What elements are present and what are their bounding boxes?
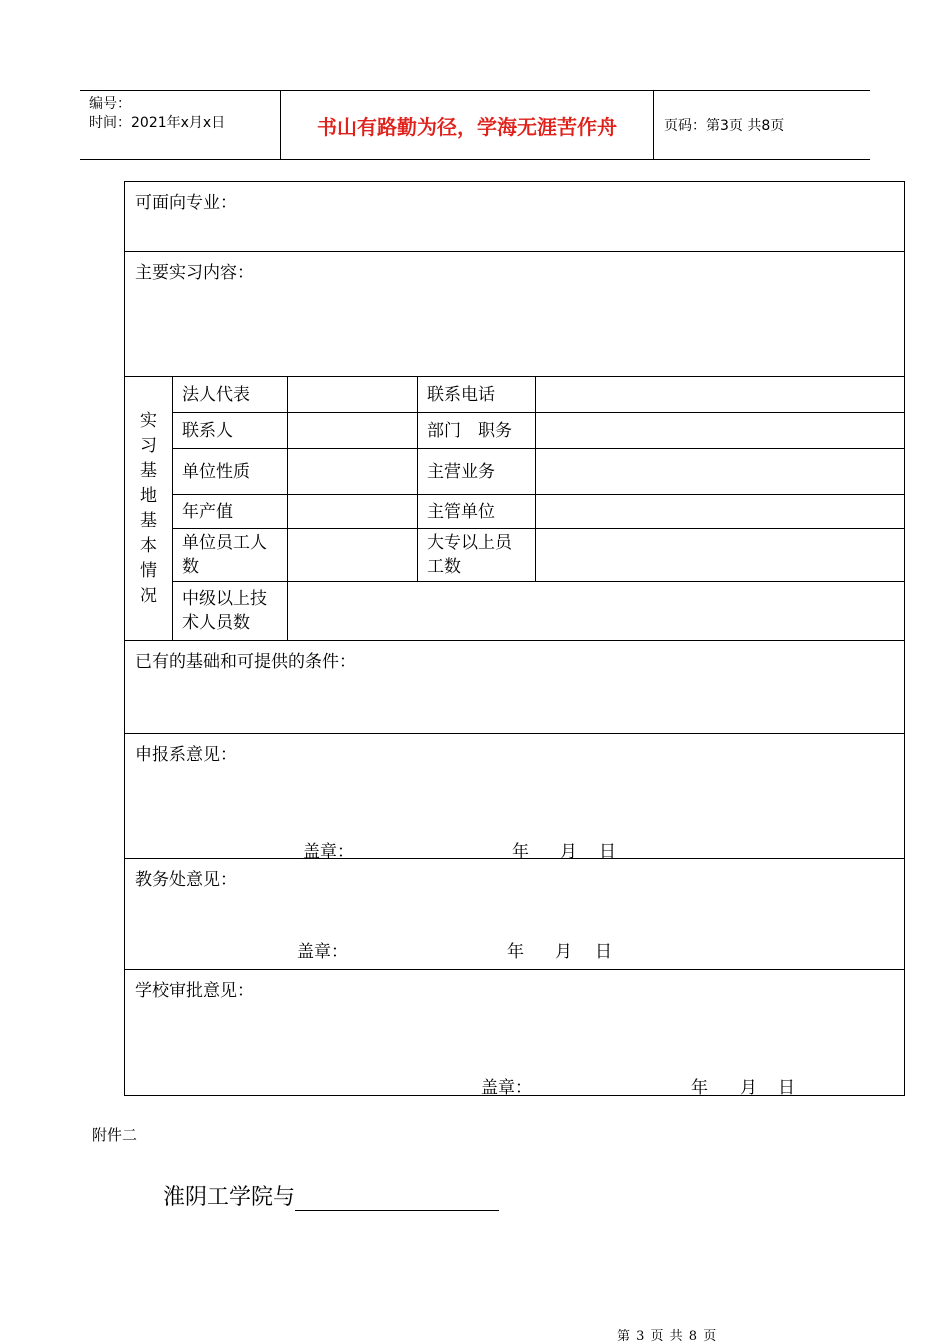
dept-month: 月 [560, 842, 577, 862]
staff-count-label: 单位员工人数 [173, 529, 288, 582]
supervisor-label: 主管单位 [418, 495, 536, 529]
table-row [125, 529, 905, 582]
dept-stamp-label: 盖章： [303, 842, 354, 862]
tech-staff-label: 中级以上技术人员数 [173, 582, 288, 641]
annual-output-label: 年产值 [173, 495, 288, 529]
school-year: 年 [691, 1078, 708, 1098]
legal-rep-label: 法人代表 [173, 377, 288, 413]
unit-nature-label: 单位性质 [173, 449, 288, 495]
serial-label: 编号： [89, 96, 131, 112]
phone-value[interactable] [536, 377, 905, 413]
affairs-stamp-label: 盖章： [297, 942, 348, 962]
table-row [125, 582, 905, 641]
internship-base-form [124, 181, 905, 1096]
contract-title [163, 1180, 499, 1211]
affairs-opinion-row [125, 859, 905, 970]
dept-opinion-label: 申报系意见： [135, 745, 237, 765]
supervisor-value[interactable] [536, 495, 905, 529]
main-business-value[interactable] [536, 449, 905, 495]
dept-opinion-field[interactable] [125, 734, 905, 862]
content-row [125, 252, 905, 377]
table-row [125, 495, 905, 529]
base-section-text: 实习基地基本情况 [140, 410, 157, 606]
base-section-label [125, 377, 173, 641]
school-opinion-field[interactable] [125, 970, 905, 1096]
affairs-day: 日 [595, 942, 612, 962]
dept-post-label: 部门 职务 [418, 413, 536, 449]
school-stamp-label: 盖章： [481, 1078, 532, 1098]
staff-count-value[interactable] [288, 529, 418, 582]
majors-label: 可面向专业： [135, 193, 237, 213]
annual-output-value[interactable] [288, 495, 418, 529]
content-label: 主要实习内容： [135, 263, 254, 283]
conditions-field[interactable] [125, 641, 905, 734]
contact-value[interactable] [288, 413, 418, 449]
header-page-info: 页码：第3页 共8页 [664, 118, 785, 134]
dept-year: 年 [512, 842, 529, 862]
content-field[interactable] [125, 252, 905, 377]
document-header [80, 90, 870, 160]
majors-row [125, 182, 905, 252]
dept-post-value[interactable] [536, 413, 905, 449]
affairs-year: 年 [507, 942, 524, 962]
contact-label: 联系人 [173, 413, 288, 449]
college-staff-label: 大专以上员工数 [418, 529, 536, 582]
majors-field[interactable] [125, 182, 905, 252]
unit-nature-value[interactable] [288, 449, 418, 495]
school-opinion-label: 学校审批意见： [135, 981, 254, 1001]
college-staff-value[interactable] [536, 529, 905, 582]
table-row [125, 377, 905, 413]
affairs-opinion-field[interactable] [125, 859, 905, 970]
school-day: 日 [778, 1078, 795, 1098]
contract-title-text: 淮阴工学院与 [163, 1185, 296, 1210]
conditions-label: 已有的基础和可提供的条件： [135, 652, 356, 672]
page-number: 第 3 页 共 8 页 [617, 1329, 718, 1344]
legal-rep-value[interactable] [288, 377, 418, 413]
header-meta [80, 91, 281, 159]
tech-staff-value[interactable] [288, 582, 905, 641]
school-opinion-row [125, 970, 905, 1096]
dept-opinion-row [125, 734, 905, 859]
table-row [125, 413, 905, 449]
dept-day: 日 [599, 842, 616, 862]
conditions-row [125, 641, 905, 734]
party-name-blank[interactable] [295, 1186, 499, 1211]
affairs-opinion-label: 教务处意见： [135, 870, 237, 890]
table-row [125, 449, 905, 495]
main-business-label: 主营业务 [418, 449, 536, 495]
header-motto: 书山有路勤为径，学海无涯苦作舟 [281, 91, 654, 159]
date-label: 时间：2021年x月x日 [89, 115, 226, 131]
affairs-month: 月 [555, 942, 572, 962]
phone-label: 联系电话 [418, 377, 536, 413]
attachment-label: 附件二 [92, 1126, 138, 1144]
school-month: 月 [740, 1078, 757, 1098]
